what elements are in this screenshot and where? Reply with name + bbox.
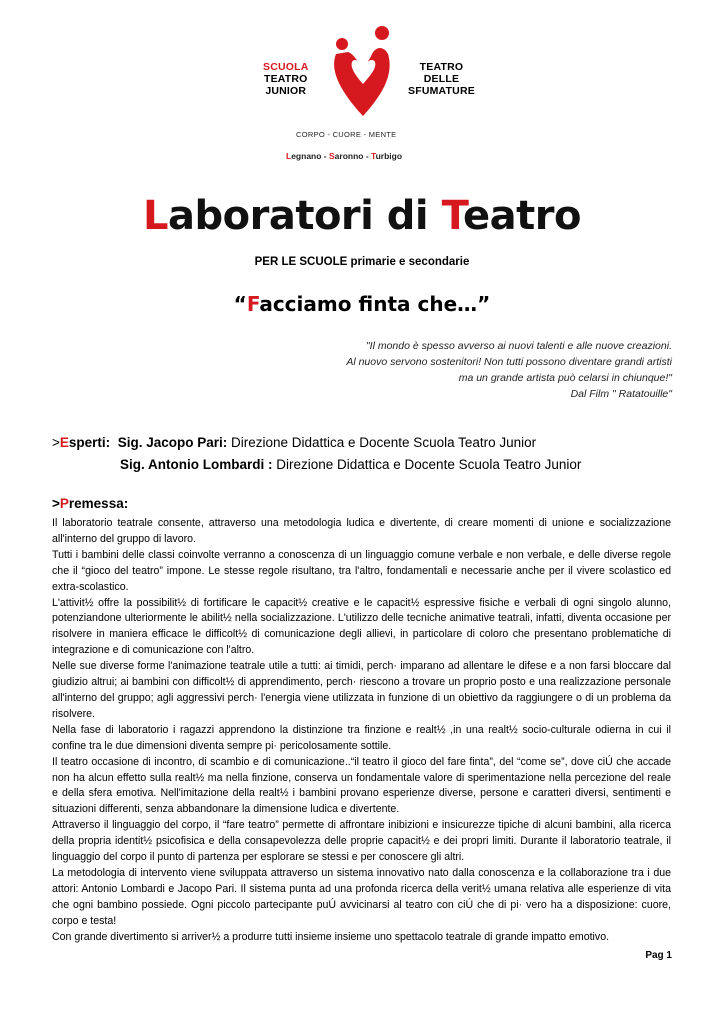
logo-left-text bbox=[263, 61, 309, 97]
paragraph: Attraverso il linguaggio del corpo, il “fare teatro” permette di affrontare inibizioni e insicurezze tipiche di alcuni bambini, alla ricerca della propria identit½ psicofisica e della consapevolezza delle proprie capacit½ e dei propri limiti. Durante il laboratorio teatrale, il linguaggio del corpo il punto di partenza per esplorare se stessi e per conoscere gli altri. bbox=[52, 819, 671, 864]
premessa-heading bbox=[52, 496, 128, 511]
motto-rest: acciamo finta che…” bbox=[259, 292, 491, 316]
logo-cities bbox=[286, 151, 402, 161]
subtitle-bold: PER LE SCUOLE bbox=[254, 256, 348, 268]
city-sep: - bbox=[321, 151, 329, 161]
experts-section bbox=[52, 432, 581, 476]
premessa-prefix: > bbox=[52, 496, 60, 511]
logo-right-text bbox=[408, 61, 475, 97]
title-part-1: aboratori di bbox=[168, 193, 442, 239]
logo-left-line-1: SCUOLA bbox=[263, 61, 309, 73]
city-initial: L bbox=[286, 151, 292, 161]
paragraph: Il laboratorio teatrale consente, attraverso una metodologia ludica e divertente, di creare momenti di unione e socializzazione all'interno del gruppo di lavoro. bbox=[52, 517, 671, 545]
premessa-label: remessa: bbox=[68, 496, 129, 511]
logo bbox=[258, 24, 475, 164]
paragraph: Tutti i bambini delle classi coinvolte verranno a conoscenza di un linguaggio comune verbale e non verbale, e delle diverse regole che il “gioco del teatro” impone. Le stesse regole risultano, tra l'altro, fondamentali e necessarie anche per il vivere scolastico ed extra-scolastico. bbox=[52, 548, 671, 593]
paragraph: Con grande divertimento si arriver½ a produrre tutti insieme insieme uno spettacolo teatrale di grande impatto emotivo. bbox=[52, 930, 610, 943]
film-quote bbox=[212, 338, 672, 402]
expert-1-role: Direzione Didattica e Docente Scuola Teatro Junior bbox=[227, 435, 537, 450]
experts-label: sperti: bbox=[68, 435, 111, 450]
logo-right-line-2: DELLE bbox=[423, 73, 460, 85]
subtitle bbox=[0, 256, 724, 268]
city-rest: aronno bbox=[334, 151, 364, 161]
city-rest: urbigo bbox=[375, 151, 403, 161]
city-initial: S bbox=[329, 151, 335, 161]
paragraph: Nelle sue diverse forme l'animazione teatrale utile a tutti: ai timidi, perch· imparano ad allentare le difese e a non farsi bloccare dal giudizio altrui; ai bambini con difficolt½ di apprendimento, perch· riescono a trovare un proprio posto e una realizzazione personale all'interno del gruppo; agli aggressivi perch· l'energia viene utilizzata in funzione di un obiettivo da raggiungere o di un problema da risolvere. bbox=[52, 660, 671, 720]
paragraph: La metodologia di intervento viene sviluppata attraverso un sistema innovativo nato dalla conoscenza e la collaborazione tra i due attori: Antonio Lombardi e Jacopo Pari. Il sistema punta ad una profonda ricerca della verit½ umana relativa alle esperienze di vita che ogni bambino possiede. Ogni piccolo partecipante puÚ avvicinarsi al teatro con ciÚ che di pi· vero ha a disposizione: cuore, corpo e testa! bbox=[52, 866, 671, 927]
logo-left-line-3: JUNIOR bbox=[265, 85, 307, 97]
city-initial: T bbox=[371, 151, 376, 161]
experts-prefix: > bbox=[52, 435, 60, 450]
quote-line: Al nuovo servono sostenitori! Non tutti possono diventare grandi artisti bbox=[346, 356, 672, 368]
page-title bbox=[0, 193, 724, 239]
title-part-2: eatro bbox=[463, 193, 581, 239]
experts-initial: E bbox=[59, 435, 69, 450]
paragraph: L'attivit½ offre la possibilit½ di fortificare le capacit½ creative e le capacit½ espressive fisiche e verbali di ogni singolo alunno, potenziandone ulteriormente le abilit½ nella socializzazione. L'utilizzo delle tecniche animative teatrali, infatti, diventa occasione per risolvere in maniera efficace le difficolt½ di comunicazione degli allievi, in particolare di coloro che presentano problematiche di integrazione e di comunicazione con l'altro. bbox=[52, 596, 671, 657]
expert-2-name: Sig. Antonio Lombardi : bbox=[120, 457, 273, 472]
subtitle-rest: primarie e secondarie bbox=[347, 256, 470, 268]
motto-open-quote: “ bbox=[233, 292, 247, 316]
page-number: Pag 1 bbox=[645, 950, 672, 961]
heart-figures-logo-icon bbox=[328, 24, 398, 124]
experts-row-2 bbox=[52, 454, 581, 476]
title-initial-t: T bbox=[441, 193, 464, 239]
title-initial-l: L bbox=[143, 193, 168, 239]
motto-initial: F bbox=[246, 292, 260, 316]
city-sep: - bbox=[363, 151, 372, 161]
premessa-initial: P bbox=[59, 496, 69, 511]
expert-1-name: Sig. Jacopo Pari: bbox=[117, 435, 228, 450]
paragraph: Nella fase di laboratorio i ragazzi apprendono la distinzione tra finzione e realt½ ,in una realt½ socio-culturale odierna in cui il confine tra le due dimensioni diventa sempre pi· pericolosamente sottile. bbox=[52, 723, 671, 752]
premessa-body bbox=[52, 516, 671, 945]
paragraph: Il teatro occasione di incontro, di scambio e di comunicazione..“il teatro il gioco del fare finta”, del “come se”, dove ciÚ che accade non ha alcun effetto sulla realt½ ma nella finzione, conserva un fondamentale valore di sperimentazione nella percezione del reale e della sfera emotiva. Nell'imitazione della realt½ i bambini provano esperienze diverse, persone e caratteri diversi, sentimenti e situazioni differenti, senza abbandonare la dimensione ludica e divertente. bbox=[52, 755, 671, 816]
city-rest: egnano bbox=[291, 151, 322, 161]
logo-right-line-3: SFUMATURE bbox=[408, 85, 475, 97]
quote-line: ma un grande artista può celarsi in chiunque!" bbox=[458, 372, 672, 384]
logo-right-line-1: TEATRO bbox=[419, 61, 464, 73]
logo-tagline: CORPO - CUORE - MENTE bbox=[296, 130, 397, 139]
quote-source: Dal Film " Ratatouille" bbox=[570, 388, 672, 400]
experts-row-1 bbox=[52, 432, 581, 454]
expert-2-role: Direzione Didattica e Docente Scuola Teatro Junior bbox=[272, 457, 582, 472]
logo-left-line-2: TEATRO bbox=[263, 73, 308, 85]
motto bbox=[0, 292, 724, 316]
quote-line: "Il mondo è spesso avverso ai nuovi talenti e alle nuove creazioni. bbox=[365, 340, 672, 352]
